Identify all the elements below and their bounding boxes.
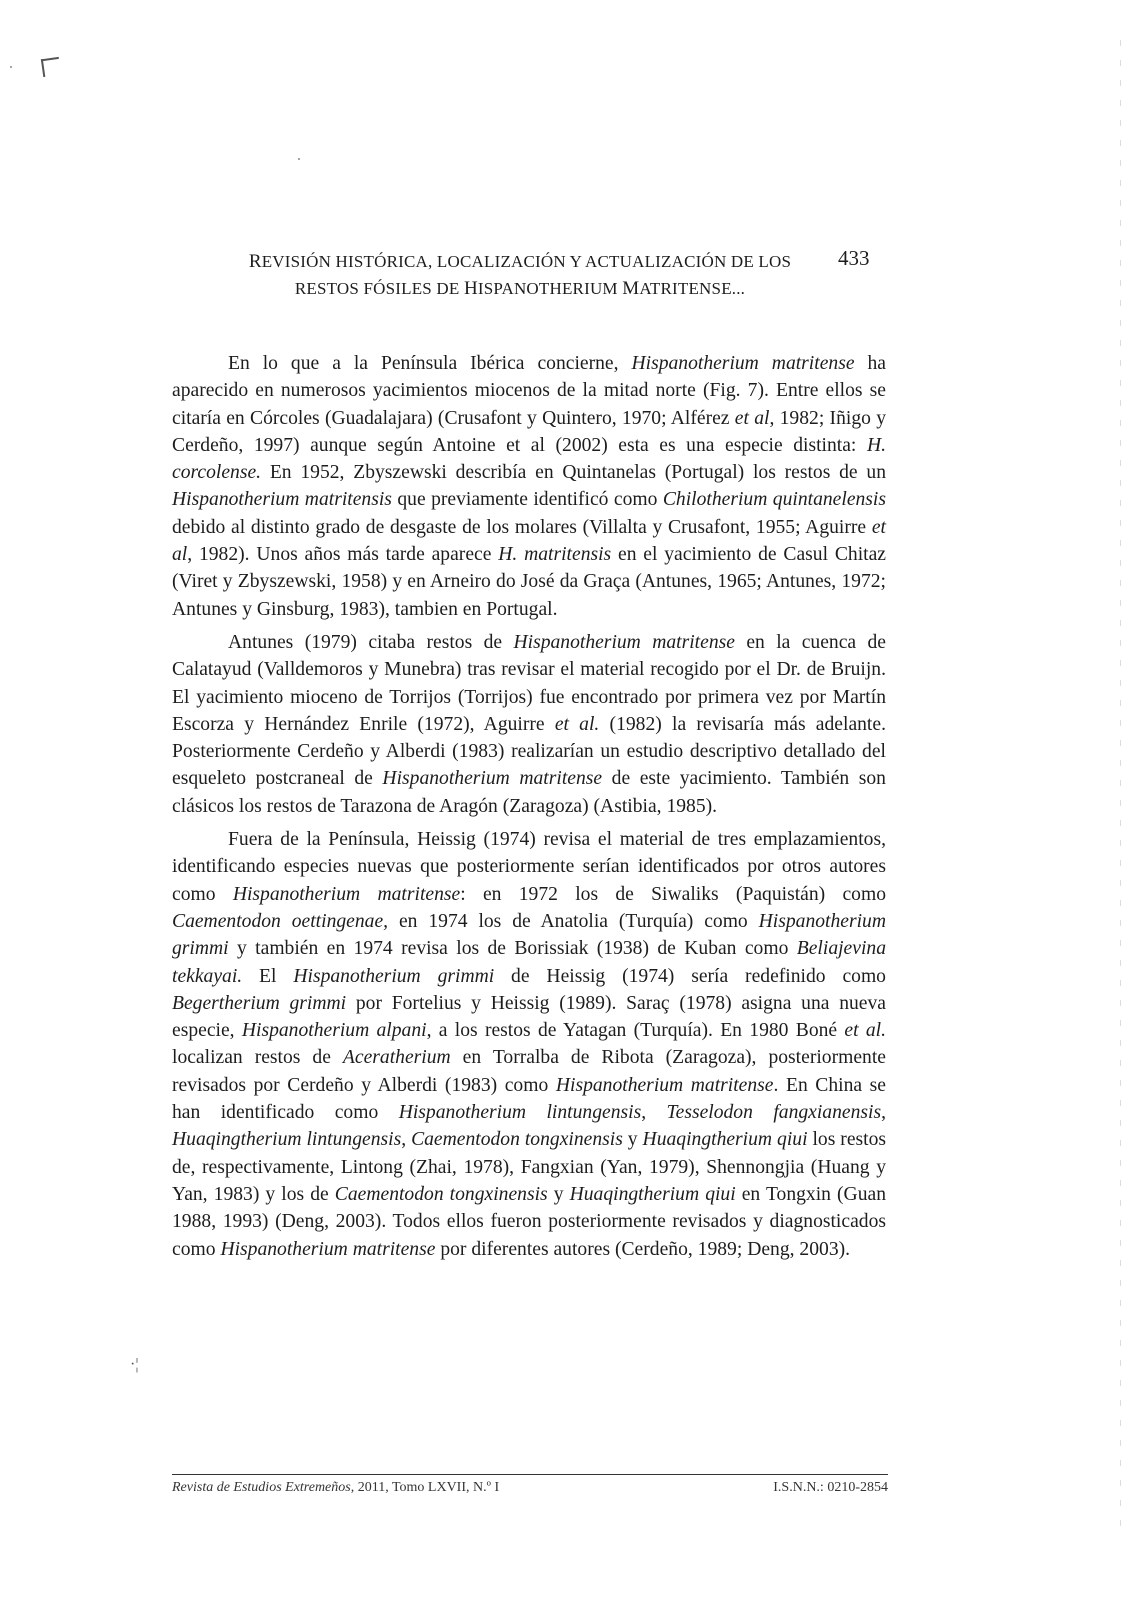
text-run: , a los restos de Yatagan (Turquía). En 1980 Boné <box>426 1020 845 1042</box>
text-run: Fuera de la Península, Heissig (1974) revisa el material de tres emplazamientos, identificando especies nuevas que posteriormente serían identificados por otros autores como <box>172 829 886 905</box>
text-run: en la cuenca de Calatayud (Valldemoros y Munebra) tras revisar el material recogido por el Dr. de Bruijn. El yacimiento mioceno de Torrijos (Torrijos) fue encontrado por primera vez por Martín Escorza y Hernández Enrile (1972), Aguirre <box>172 631 886 735</box>
italic-term: Hispanotherium grimmi <box>172 910 886 960</box>
text-run: y <box>547 1183 570 1205</box>
journal-citation <box>172 1480 499 1496</box>
text-run: . En China se han identificado como <box>172 1074 887 1124</box>
text-run: por diferentes autores (Cerdeño, 1989; Deng, 2003). <box>435 1238 851 1260</box>
italic-term: Aceratherium <box>342 1047 451 1069</box>
header-line-2: RESTOS FÓSILES DE HISPANOTHERIUM MATRITENSE... <box>294 278 746 299</box>
text-run: , <box>641 1102 667 1124</box>
italic-term: Hispanotherium matritense <box>631 353 855 374</box>
footer-divider <box>172 1474 888 1475</box>
text-run: de este yacimiento. También son clásicos los restos de Tarazona de Aragón (Zaragoza) (Astibia, 1985). <box>172 768 886 817</box>
italic-term: Hispanotherium matritense <box>382 768 603 790</box>
italic-term: et al <box>172 516 886 566</box>
scan-speck <box>298 158 300 160</box>
text-run: El <box>242 965 294 987</box>
italic-term: Caementodon tongxinensis <box>334 1183 548 1205</box>
paragraph <box>172 629 886 820</box>
issn: I.S.N.N.: 0210-2854 <box>773 1480 888 1495</box>
scan-speck <box>10 66 12 68</box>
text-run: debido al distinto grado de desgaste de los molares (Villalta y Crusafont, 1955; Aguirre <box>172 516 872 538</box>
text-run: los restos de, respectivamente, Lintong (Zhai, 1978), Fangxian (Yan, 1979), Shennongjia (Huang y Yan, 1983) y los de <box>172 1129 887 1205</box>
italic-term: Hispanotherium matritense <box>232 883 461 905</box>
italic-term: Beliajevina tekkayai. <box>172 938 886 987</box>
italic-term: Huaqingtherium lintungensis <box>172 1129 402 1151</box>
running-header <box>240 248 800 302</box>
paragraph <box>172 826 886 1263</box>
italic-term: Tesselodon fangxianensis <box>666 1102 882 1124</box>
italic-term: Caementodon oettingenae, <box>172 910 389 932</box>
italic-term: Chilotherium quintanelensis <box>662 489 887 511</box>
text-run: En lo que a la Península Ibérica concierne, <box>228 353 632 374</box>
paragraph <box>172 350 886 623</box>
text-run: Antunes (1979) citaba restos de <box>228 631 514 653</box>
text-run: en Tongxin (Guan 1988, 1993) (Deng, 2003). Todos ellos fueron posteriormente revisados y diagnosticados como <box>172 1183 886 1260</box>
text-run: de Heissig (1974) sería redefinido como <box>494 965 886 987</box>
italic-term: Begertherium grimmi <box>172 992 347 1014</box>
scan-corner-mark <box>41 57 61 77</box>
journal-issue: , 2011, Tomo LXVII, N.º I <box>350 1480 500 1495</box>
page-number: 433 <box>838 246 870 270</box>
italic-term: Hispanotherium matritense <box>220 1238 436 1260</box>
text-run: en 1974 los de Anatolia (Turquía) como <box>388 910 759 932</box>
italic-term: et al <box>734 407 770 429</box>
text-run: localizan restos de <box>172 1047 343 1069</box>
italic-term: Caementodon tongxinensis <box>411 1129 623 1151</box>
text-run: en el yacimiento de Casul Chitaz (Viret y Zbyszewski, 1958) y en Arneiro do José da Graça (Antunes, 1965; Antunes, 1972; Antunes y Ginsburg, 1983), tambien en Portugal. <box>172 544 886 620</box>
journal-title: Revista de Estudios Extremeños <box>172 1480 351 1495</box>
text-run: por Fortelius y Heissig (1989). Saraç (1978) asigna una nueva especie, <box>172 992 886 1042</box>
italic-term: Hispanotherium lintungensis <box>398 1102 642 1124</box>
text-run: , <box>401 1129 412 1151</box>
italic-term: Huaqingtherium qiui <box>569 1183 736 1205</box>
margin-mark: ·¦ <box>130 1356 139 1373</box>
text-run: , 1982). Unos años más tarde aparece <box>187 544 499 566</box>
header-line-1: REVISIÓN HISTÓRICA, LOCALIZACIÓN Y ACTUALIZACIÓN DE LOS <box>248 251 792 272</box>
text-run: En 1952, Zbyszewski describía en Quintanelas (Portugal) los restos de un <box>261 462 886 484</box>
text-run: y también en 1974 revisa los de Borissiak (1938) de Kuban como <box>228 938 797 960</box>
italic-term: Hispanotherium matritense <box>555 1074 774 1096</box>
article-body <box>172 350 886 1269</box>
text-run: en Torralba de Ribota (Zaragoza), posteriormente revisados por Cerdeño y Alberdi (1983) como <box>172 1047 886 1096</box>
italic-term: Hispanotherium alpani <box>241 1020 427 1042</box>
italic-term: Hispanotherium matritensis <box>172 489 392 511</box>
text-run: que previamente identificó como <box>391 489 663 511</box>
text-run: (1982) la revisaría más adelante. Posteriormente Cerdeño y Alberdi (1983) realizarían un estudio descriptivo detallado del esqueleto postcraneal de <box>172 713 886 790</box>
italic-term: H. corcolense. <box>172 434 886 484</box>
text-run: y <box>622 1129 643 1151</box>
italic-term: Hispanotherium grimmi <box>293 965 495 987</box>
text-run: : en 1972 los de Siwaliks (Paquistán) como <box>460 883 886 905</box>
italic-term: et al. <box>844 1020 886 1042</box>
text-run: , <box>881 1102 886 1124</box>
text-run: , 1982; Iñigo y Cerdeño, 1997) aunque según Antoine et al (2002) esta es una especie distinta: <box>172 407 886 456</box>
italic-term: et al. <box>554 713 600 735</box>
text-run: ha aparecido en numerosos yacimientos miocenos de la mitad norte (Fig. 7). Entre ellos se citaría en Córcoles (Guadalajara) (Crusafont y Quintero, 1970; Alférez <box>172 353 886 429</box>
italic-term: Huaqingtherium qiui <box>642 1129 808 1151</box>
italic-term: Hispanotherium matritense <box>513 631 735 653</box>
scan-edge <box>1120 40 1121 1540</box>
italic-term: H. matritensis <box>498 544 612 566</box>
